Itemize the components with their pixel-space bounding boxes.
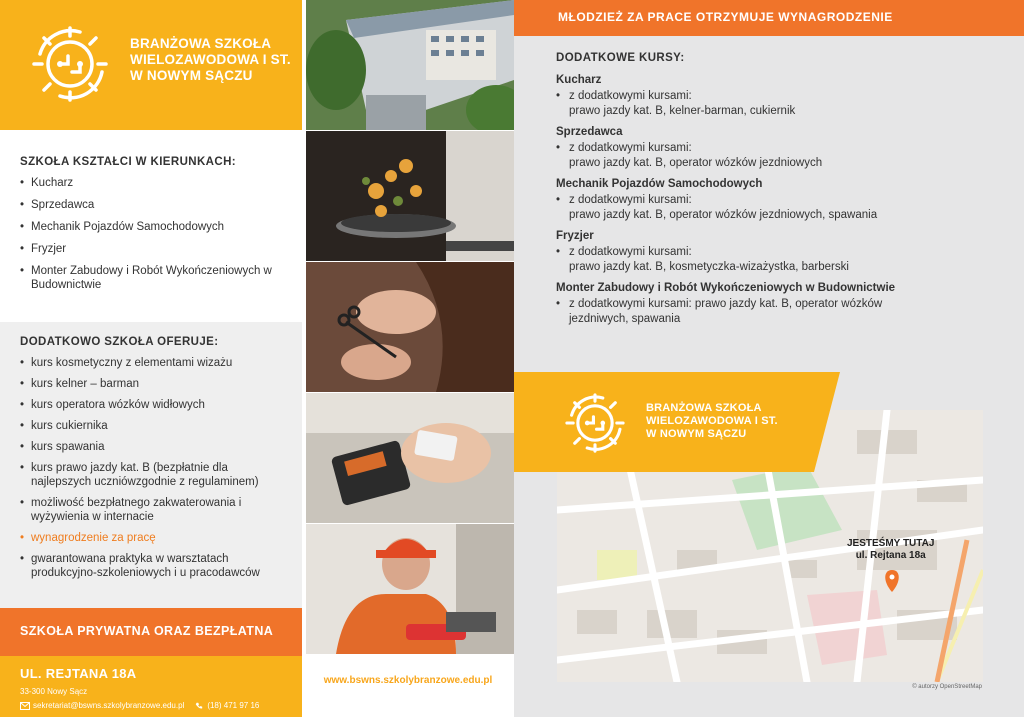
course-detail: prawo jazdy kat. B, operator wózków jezdniowych, spawania (569, 209, 878, 221)
oferta-heading: DODATKOWO SZKOŁA OFERUJE: (20, 336, 219, 348)
course-name: Mechanik Pojazdów Samochodowych (556, 178, 763, 190)
list-item: • kurs kosmetyczny z elementami wizażu (20, 356, 302, 370)
chef-cooking-photo (306, 131, 514, 261)
list-item: • Sprzedawca (20, 198, 302, 212)
brand-title-line3: W NOWYM SĄCZU (130, 68, 253, 83)
left-panel (0, 0, 302, 717)
contact-line (20, 701, 302, 710)
course-item (556, 178, 1016, 223)
map-label-title: JESTEŚMY TUTAJ (847, 538, 935, 549)
brand-title-line3: W NOWYM SĄCZU (646, 428, 747, 440)
course-item (556, 126, 1016, 171)
course-extra: • z dodatkowymi kursami: (556, 141, 1016, 155)
course-detail: jezdniwych, spawania (569, 313, 681, 325)
courses-heading: DODATKOWE KURSY: (556, 52, 685, 64)
course-extra: • z dodatkowymi kursami: (556, 89, 1016, 103)
course-detail: prawo jazdy kat. B, kelner-barman, cukiernik (569, 105, 796, 117)
course-detail: prawo jazdy kat. B, operator wózków jezdniowych (569, 157, 823, 169)
course-extra: • z dodatkowymi kursami: (556, 193, 1016, 207)
phone-text[interactable]: (18) 471 97 16 (207, 701, 260, 710)
brand-title-line1: BRANŻOWA SZKOŁA (646, 402, 762, 414)
email-text[interactable]: sekretariat@bswns.szkolybranzowe.edu.pl (33, 701, 185, 710)
list-item: • kurs kelner – barman (20, 377, 302, 391)
phone-icon (194, 702, 204, 710)
course-name: Fryzjer (556, 230, 594, 242)
course-item (556, 282, 1016, 327)
brand-band-secondary (514, 372, 814, 472)
course-name: Sprzedawca (556, 126, 623, 138)
course-name: Kucharz (556, 74, 602, 86)
address-title: UL. REJTANA 18A (20, 666, 137, 681)
envelope-icon (20, 702, 30, 710)
course-detail: prawo jazdy kat. B, kosmetyczka-wizażystka, barberski (569, 261, 849, 273)
list-item: • Kucharz (20, 176, 302, 190)
brand-header (0, 0, 302, 130)
address-postal: 33-300 Nowy Sącz (20, 687, 88, 696)
list-item: • Fryzjer (20, 242, 302, 256)
list-item: • Monter Zabudowy i Robót Wykończeniowych w Budownictwie (20, 264, 285, 292)
list-item: • Mechanik Pojazdów Samochodowych (20, 220, 302, 234)
map-credit: © autorzy OpenStreetMap (912, 684, 982, 690)
map-label (847, 538, 934, 562)
list-item: • kurs cukiernika (20, 419, 302, 433)
phone-contact[interactable] (194, 701, 259, 710)
brand-title-line1: BRANŻOWA SZKOŁA (130, 36, 272, 51)
oferta-list (20, 356, 302, 580)
map-label-address: ul. Rejtana 18a (855, 550, 926, 561)
contact-band (0, 656, 302, 717)
course-item (556, 74, 1016, 119)
list-item: • gwarantowana praktyka w warsztatach produkcyjno-szkoleniowych i u pracodawców (20, 552, 290, 580)
gear-logo-icon (20, 14, 120, 114)
brand-title-line2: WIELOZAWODOWA I ST. (646, 415, 778, 427)
right-header: MŁODZIEŻ ZA PRACE OTRZYMUJE WYNAGRODZENIE (514, 0, 1024, 36)
gear-logo-icon (556, 384, 634, 462)
courses-section (556, 52, 1016, 334)
list-item: • kurs spawania (20, 440, 302, 454)
kierunki-section (0, 130, 302, 322)
kierunki-heading: SZKOŁA KSZTAŁCI W KIERUNKACH: (20, 156, 237, 168)
email-contact[interactable] (20, 701, 184, 710)
photo-strip (302, 0, 514, 717)
private-free-band: SZKOŁA PRYWATNA ORAZ BEZPŁATNA (0, 608, 302, 656)
list-item-highlight: • wynagrodzenie za pracę (20, 531, 302, 545)
brand-title-secondary (646, 402, 778, 441)
course-item (556, 230, 1016, 275)
brand-title-line2: WIELOZAWODOWA I ST. (130, 52, 291, 67)
course-extra: • z dodatkowymi kursami: prawo jazdy kat. B, operator wózków (556, 297, 1016, 311)
welder-mechanic-photo (306, 524, 514, 654)
course-name: Monter Zabudowy i Robót Wykończeniowych w Budownictwie (556, 282, 896, 294)
oferta-section (0, 322, 302, 608)
list-item: • możliwość bezpłatnego zakwaterowania i wyżywienia w internacie (20, 496, 270, 524)
payment-terminal-photo (306, 393, 514, 523)
list-item: • kurs prawo jazdy kat. B (bezpłatnie dla najlepszych uczniówzgodnie z regulaminem) (20, 461, 290, 489)
brand-title (130, 36, 300, 84)
list-item: • kurs operatora wózków widłowych (20, 398, 302, 412)
school-building-photo (306, 0, 514, 130)
kierunki-list (20, 176, 302, 292)
right-panel (514, 0, 1024, 717)
hairdresser-photo (306, 262, 514, 392)
course-extra: • z dodatkowymi kursami: (556, 245, 1016, 259)
website-link[interactable]: www.bswns.szkolybranzowe.edu.pl (323, 675, 493, 686)
